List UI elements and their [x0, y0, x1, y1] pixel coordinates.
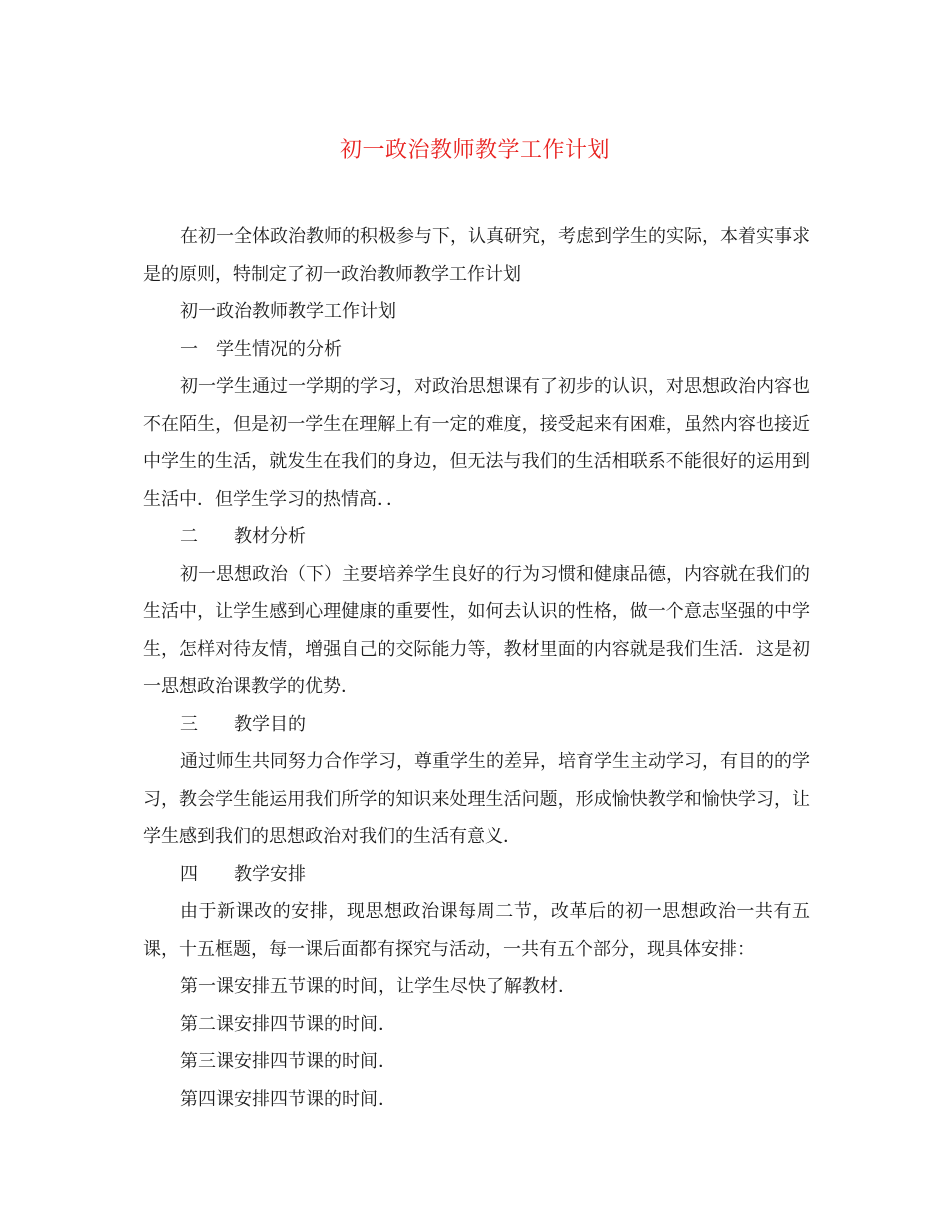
schedule-item-lesson-2: 第二课安排四节课的时间．	[180, 1013, 396, 1035]
goals-paragraph: 通过师生共同努力合作学习，尊重学生的差异，培育学生主动学习，有目的的学习，教会学生能运用我们所学的知识来处理生活问题，形成愉快教学和愉快学习，让学生感到我们的思想政治对我们的生活有意义．	[143, 751, 810, 847]
document-body	[143, 218, 810, 1118]
schedule-item-lesson-3: 第三课安排四节课的时间．	[180, 1051, 396, 1072]
document-title: 初一政治教师教学工作计划	[339, 138, 610, 163]
schedule-item-lesson-1: 第一课安排五节课的时间，让学生尽快了解教材．	[180, 976, 576, 997]
section-heading-schedule: 四 教学安排	[180, 863, 306, 885]
students-paragraph: 初一学生通过一学期的学习，对政治思想课有了初步的认识，对思想政治内容也不在陌生，但是初一学生在理解上有一定的难度，接受起来有困难，虽然内容也接近中学生的生活，就发生在我们的身边，但无法与我们的生活相联系不能很好的运用到生活中．但学生学习的热情高．．	[143, 376, 810, 510]
materials-paragraph: 初一思想政治（下）主要培养学生良好的行为习惯和健康品德，内容就在我们的生活中，让学生感到心理健康的重要性，如何去认识的性格，做一个意志坚强的中学生，怎样对待友情，增强自己的交际能力等，教材里面的内容就是我们生活．这是初一思想政治课教学的优势．	[143, 563, 810, 697]
section-heading-students: 一 学生情况的分析	[180, 338, 342, 360]
intro-paragraph: 在初一全体政治教师的积极参与下，认真研究，考虑到学生的实际，本着实事求是的原则，特制定了初一政治教师教学工作计划	[143, 226, 810, 285]
plan-subtitle: 初一政治教师教学工作计划	[180, 301, 396, 322]
schedule-paragraph: 由于新课改的安排，现思想政治课每周二节，改革后的初一思想政治一共有五课，十五框题，每一课后面都有探究与活动，一共有五个部分，现具体安排：	[143, 901, 810, 960]
schedule-item-lesson-4: 第四课安排四节课的时间．	[180, 1088, 396, 1110]
section-heading-goals: 三 教学目的	[180, 713, 306, 735]
section-heading-materials: 二 教材分析	[180, 526, 306, 547]
